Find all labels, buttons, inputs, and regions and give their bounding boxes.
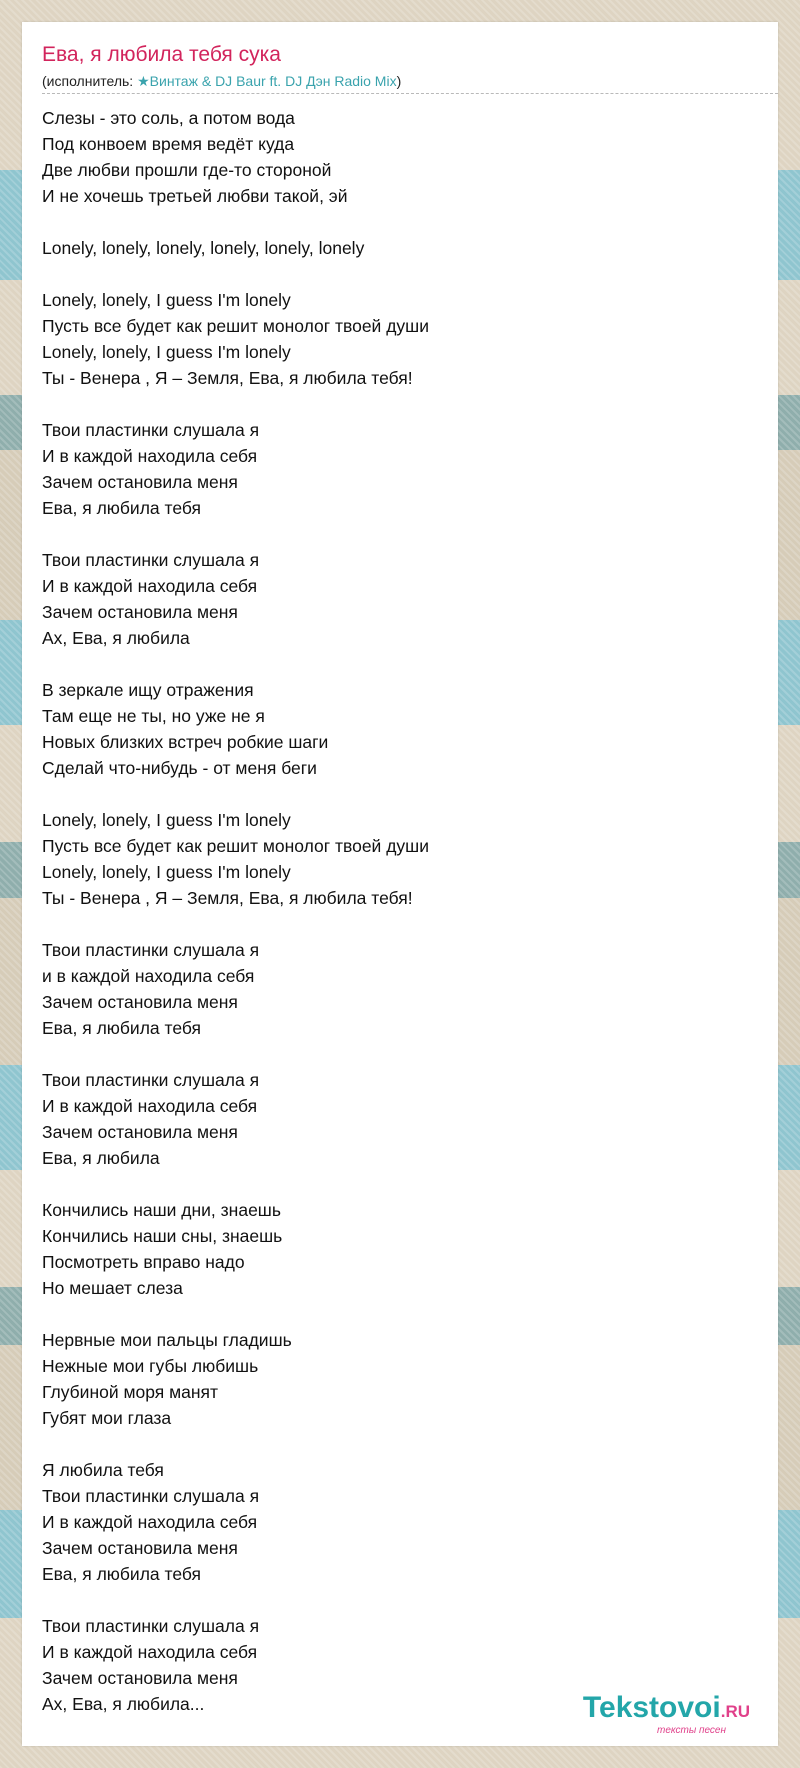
lyric-line: Сделай что-нибудь - от меня беги	[42, 758, 317, 778]
lyric-line: Lonely, lonely, I guess I'm lonely	[42, 862, 291, 882]
lyrics-card	[22, 22, 778, 1746]
lyric-line	[42, 1587, 742, 1613]
artist-line	[42, 72, 401, 90]
lyric-line: Ева, я любила тебя	[42, 1018, 201, 1038]
lyric-line	[42, 1301, 742, 1327]
lyric-line: Две любви прошли где-то стороной	[42, 160, 332, 180]
lyric-line: Твои пластинки слушала я	[42, 1486, 260, 1506]
lyric-line	[42, 911, 742, 937]
lyric-line	[42, 1041, 742, 1067]
lyric-line: Зачем остановила меня	[42, 1668, 238, 1688]
lyric-line: и в каждой находила себя	[42, 966, 255, 986]
lyric-line: И не хочешь третьей любви такой, эй	[42, 186, 348, 206]
lyric-line: И в каждой находила себя	[42, 576, 258, 596]
lyric-line: Я любила тебя	[42, 1460, 164, 1480]
lyric-line: Под конвоем время ведёт куда	[42, 134, 295, 154]
lyric-line: Посмотреть вправо надо	[42, 1252, 245, 1272]
lyric-line: Твои пластинки слушала я	[42, 940, 260, 960]
lyric-line: Lonely, lonely, I guess I'm lonely	[42, 342, 291, 362]
artist-link[interactable]: Винтаж & DJ Baur ft. DJ Дэн Radio Mix	[149, 73, 397, 89]
lyric-line	[42, 391, 742, 417]
lyric-line: Ах, Ева, я любила	[42, 628, 190, 648]
lyric-line: Твои пластинки слушала я	[42, 550, 260, 570]
lyric-line: Слезы - это соль, а потом вода	[42, 108, 295, 128]
lyric-line: Пусть все будет как решит монолог твоей души	[42, 316, 429, 336]
artist-prefix: (исполнитель:	[42, 73, 138, 89]
lyric-line: В зеркале ищу отражения	[42, 680, 254, 700]
title-divider	[42, 93, 778, 94]
logo-tagline: тексты песен	[657, 1725, 726, 1736]
lyric-line: Lonely, lonely, I guess I'm lonely	[42, 810, 291, 830]
lyric-line: И в каждой находила себя	[42, 1096, 258, 1116]
lyric-line: Ева, я любила тебя	[42, 1564, 201, 1584]
lyric-line: Там еще не ты, но уже не я	[42, 706, 265, 726]
lyric-line: Зачем остановила меня	[42, 992, 238, 1012]
lyric-line	[42, 781, 742, 807]
lyric-line: Твои пластинки слушала я	[42, 1070, 260, 1090]
lyric-line: Но мешает слеза	[42, 1278, 183, 1298]
lyric-line: И в каждой находила себя	[42, 1642, 258, 1662]
lyric-line	[42, 1431, 742, 1457]
lyric-line: Глубиной моря манят	[42, 1382, 219, 1402]
lyric-line: Кончились наши дни, знаешь	[42, 1200, 281, 1220]
lyric-line: Нервные мои пальцы гладишь	[42, 1330, 292, 1350]
lyric-line	[42, 1171, 742, 1197]
site-logo[interactable]	[583, 1693, 750, 1736]
lyric-line	[42, 521, 742, 547]
lyric-line: Нежные мои губы любишь	[42, 1356, 259, 1376]
lyric-line	[42, 261, 742, 287]
lyric-line	[42, 209, 742, 235]
lyric-line: Новых близких встреч робкие шаги	[42, 732, 329, 752]
logo-domain: .RU	[720, 1702, 750, 1721]
lyric-line: Зачем остановила меня	[42, 1122, 238, 1142]
lyric-line: Lonely, lonely, I guess I'm lonely	[42, 290, 291, 310]
lyric-line: Ты - Венера , Я – Земля, Ева, я любила тебя!	[42, 368, 413, 388]
lyric-line: Ева, я любила тебя	[42, 498, 201, 518]
lyric-line: Зачем остановила меня	[42, 1538, 238, 1558]
song-title: Ева, я любила тебя сука	[42, 43, 281, 66]
lyric-line: Зачем остановила меня	[42, 472, 238, 492]
lyric-line: Твои пластинки слушала я	[42, 420, 260, 440]
logo-text: Tekstovoi	[582, 1691, 721, 1724]
lyric-line: Губят мои глаза	[42, 1408, 172, 1428]
lyric-line: И в каждой находила себя	[42, 446, 258, 466]
lyric-line: Ева, я любила	[42, 1148, 160, 1168]
artist-suffix: )	[396, 73, 402, 89]
star-icon: ★	[137, 73, 150, 89]
lyric-line: Lonely, lonely, lonely, lonely, lonely, lonely	[42, 238, 365, 258]
lyrics-body	[42, 105, 742, 1717]
lyric-line: Ты - Венера , Я – Земля, Ева, я любила тебя!	[42, 888, 413, 908]
lyric-line: Пусть все будет как решит монолог твоей души	[42, 836, 429, 856]
lyric-line: Твои пластинки слушала я	[42, 1616, 260, 1636]
lyric-line	[42, 651, 742, 677]
lyric-line: Кончились наши сны, знаешь	[42, 1226, 283, 1246]
lyric-line: И в каждой находила себя	[42, 1512, 258, 1532]
lyric-line: Зачем остановила меня	[42, 602, 238, 622]
lyric-line: Ах, Ева, я любила...	[42, 1694, 205, 1714]
